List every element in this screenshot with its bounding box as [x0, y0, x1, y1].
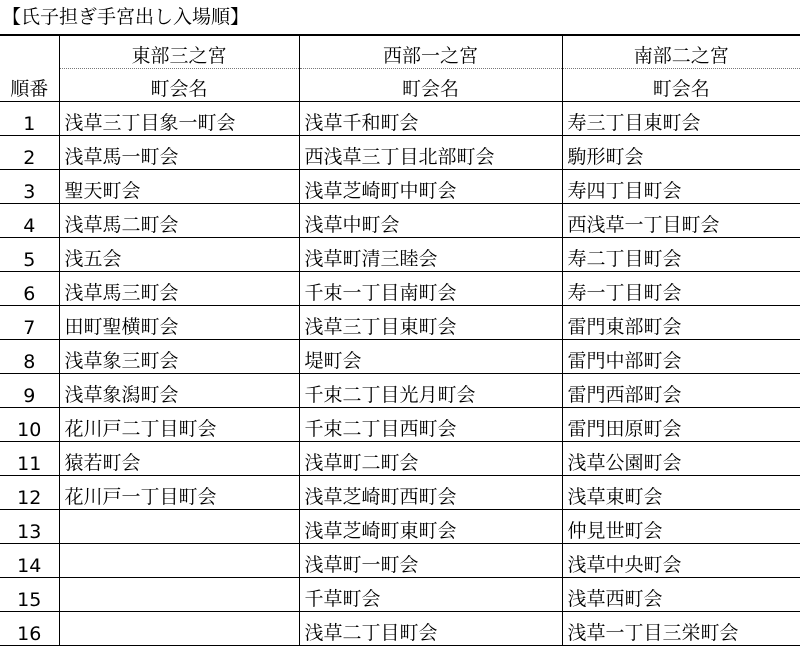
- west-town-cell[interactable]: 千束一丁目南町会: [299, 272, 562, 306]
- table-row: [0, 204, 800, 238]
- group-header-west[interactable]: 西部一之宮: [299, 35, 562, 69]
- west-town-cell[interactable]: 浅草町二町会: [299, 442, 562, 476]
- west-town-cell[interactable]: 浅草芝崎町西町会: [299, 476, 562, 510]
- south-town-cell[interactable]: 浅草一丁目三栄町会: [562, 612, 800, 646]
- order-number-cell[interactable]: 8: [0, 340, 59, 374]
- group-header-east[interactable]: 東部三之宮: [59, 35, 299, 69]
- south-town-cell[interactable]: 浅草西町会: [562, 578, 800, 612]
- south-town-cell[interactable]: 西浅草一丁目町会: [562, 204, 800, 238]
- south-town-cell[interactable]: 浅草中央町会: [562, 544, 800, 578]
- west-town-cell[interactable]: 千草町会: [299, 578, 562, 612]
- south-town-cell[interactable]: 寿二丁目町会: [562, 238, 800, 272]
- south-town-cell[interactable]: 寿三丁目東町会: [562, 102, 800, 136]
- order-number-cell[interactable]: 3: [0, 170, 59, 204]
- east-town-cell[interactable]: [59, 510, 299, 544]
- east-town-cell[interactable]: 浅五会: [59, 238, 299, 272]
- header-row-sub: [0, 69, 800, 102]
- order-number-cell[interactable]: 1: [0, 102, 59, 136]
- order-number-cell[interactable]: 16: [0, 612, 59, 646]
- south-town-cell[interactable]: 雷門東部町会: [562, 306, 800, 340]
- east-town-cell[interactable]: [59, 544, 299, 578]
- east-town-cell[interactable]: [59, 578, 299, 612]
- order-number-cell[interactable]: 11: [0, 442, 59, 476]
- south-town-cell[interactable]: 寿四丁目町会: [562, 170, 800, 204]
- table-row: [0, 578, 800, 612]
- table-row: [0, 170, 800, 204]
- west-town-cell[interactable]: 浅草芝崎町東町会: [299, 510, 562, 544]
- order-number-cell[interactable]: 4: [0, 204, 59, 238]
- east-town-cell[interactable]: 聖天町会: [59, 170, 299, 204]
- table-row: [0, 510, 800, 544]
- order-number-cell[interactable]: 5: [0, 238, 59, 272]
- east-town-cell[interactable]: 浅草馬一町会: [59, 136, 299, 170]
- subheader-east[interactable]: 町会名: [59, 69, 299, 102]
- table-row: [0, 340, 800, 374]
- west-town-cell[interactable]: 浅草千和町会: [299, 102, 562, 136]
- east-town-cell[interactable]: 花川戸二丁目町会: [59, 408, 299, 442]
- south-town-cell[interactable]: 雷門西部町会: [562, 374, 800, 408]
- sheet-title: 【氏子担ぎ手宮出し入場順】: [2, 6, 250, 28]
- west-town-cell[interactable]: 堤町会: [299, 340, 562, 374]
- subheader-west[interactable]: 町会名: [299, 69, 562, 102]
- header-row-groups: [0, 35, 800, 69]
- east-town-cell[interactable]: [59, 612, 299, 646]
- west-town-cell[interactable]: 千束二丁目光月町会: [299, 374, 562, 408]
- order-number-cell[interactable]: 6: [0, 272, 59, 306]
- south-town-cell[interactable]: 仲見世町会: [562, 510, 800, 544]
- order-table: [0, 34, 800, 646]
- south-town-cell[interactable]: 雷門中部町会: [562, 340, 800, 374]
- east-town-cell[interactable]: 花川戸一丁目町会: [59, 476, 299, 510]
- table-row: [0, 544, 800, 578]
- order-number-cell[interactable]: 14: [0, 544, 59, 578]
- east-town-cell[interactable]: 浅草象潟町会: [59, 374, 299, 408]
- order-number-cell[interactable]: 13: [0, 510, 59, 544]
- west-town-cell[interactable]: 浅草中町会: [299, 204, 562, 238]
- table-row: [0, 476, 800, 510]
- east-town-cell[interactable]: 浅草象三町会: [59, 340, 299, 374]
- south-town-cell[interactable]: 駒形町会: [562, 136, 800, 170]
- east-town-cell[interactable]: 浅草三丁目象一町会: [59, 102, 299, 136]
- south-town-cell[interactable]: 雷門田原町会: [562, 408, 800, 442]
- east-town-cell[interactable]: 浅草馬三町会: [59, 272, 299, 306]
- west-town-cell[interactable]: 千束二丁目西町会: [299, 408, 562, 442]
- group-header-south[interactable]: 南部二之宮: [562, 35, 800, 69]
- west-town-cell[interactable]: 浅草三丁目東町会: [299, 306, 562, 340]
- table-row: [0, 612, 800, 646]
- west-town-cell[interactable]: 浅草二丁目町会: [299, 612, 562, 646]
- order-number-cell[interactable]: 12: [0, 476, 59, 510]
- subheader-south[interactable]: 町会名: [562, 69, 800, 102]
- south-town-cell[interactable]: 浅草東町会: [562, 476, 800, 510]
- order-number-cell[interactable]: 7: [0, 306, 59, 340]
- east-town-cell[interactable]: 田町聖横町会: [59, 306, 299, 340]
- table-row: [0, 272, 800, 306]
- west-town-cell[interactable]: 西浅草三丁目北部町会: [299, 136, 562, 170]
- order-number-cell[interactable]: 9: [0, 374, 59, 408]
- order-number-cell[interactable]: 2: [0, 136, 59, 170]
- west-town-cell[interactable]: 浅草町清三睦会: [299, 238, 562, 272]
- south-town-cell[interactable]: 浅草公園町会: [562, 442, 800, 476]
- table-row: [0, 306, 800, 340]
- header-corner-cell[interactable]: [0, 35, 59, 69]
- west-town-cell[interactable]: 浅草芝崎町中町会: [299, 170, 562, 204]
- order-number-cell[interactable]: 15: [0, 578, 59, 612]
- order-number-header[interactable]: 順番: [0, 69, 59, 102]
- table-row: [0, 374, 800, 408]
- table-row: [0, 238, 800, 272]
- order-number-cell[interactable]: 10: [0, 408, 59, 442]
- west-town-cell[interactable]: 浅草町一町会: [299, 544, 562, 578]
- table-row: [0, 136, 800, 170]
- table-row: [0, 442, 800, 476]
- east-town-cell[interactable]: 浅草馬二町会: [59, 204, 299, 238]
- east-town-cell[interactable]: 猿若町会: [59, 442, 299, 476]
- south-town-cell[interactable]: 寿一丁目町会: [562, 272, 800, 306]
- table-row: [0, 102, 800, 136]
- table-row: [0, 408, 800, 442]
